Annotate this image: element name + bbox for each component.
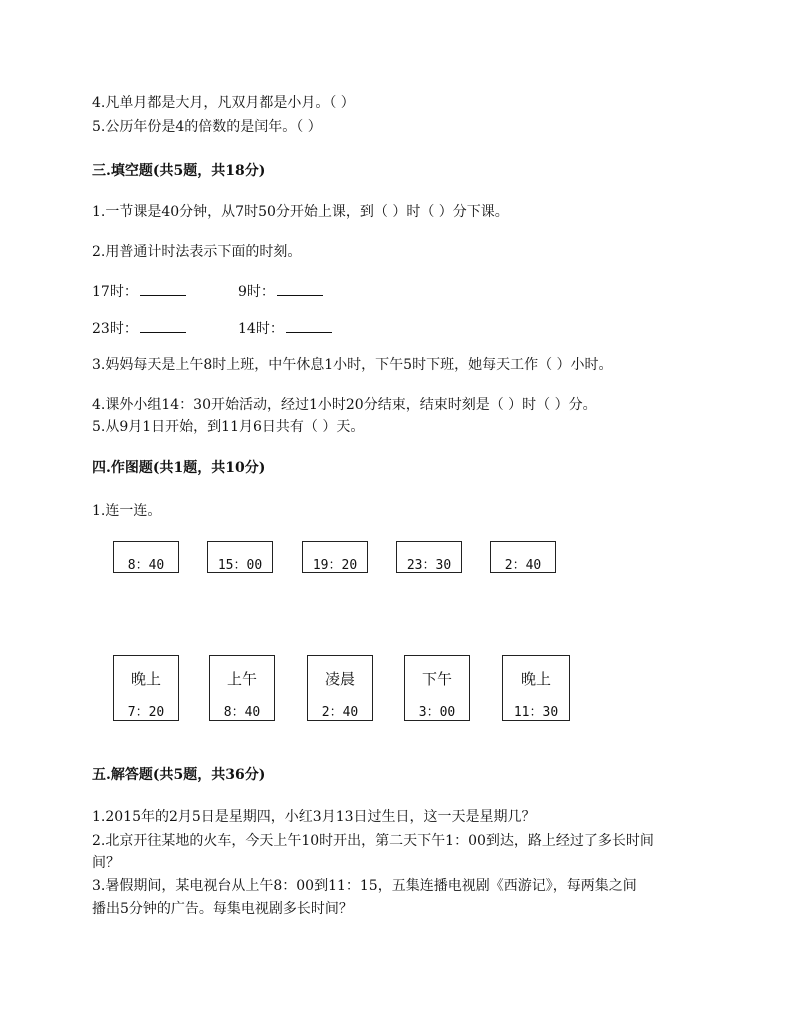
period-label: 晚上 (130, 670, 161, 688)
clock-time: 8：40 (223, 705, 261, 720)
top-time-box-5: 2：40 (490, 541, 556, 573)
period-label: 晚上 (520, 670, 551, 688)
time-label-23: 23时： (92, 321, 138, 337)
solve-question-2-line1: 2.北京开往某地的火车，今天上午10时开出，第二天下午1：00到达，路上经过了多长时间 (92, 833, 654, 849)
answer-blank (277, 281, 323, 296)
time-item-17 (92, 281, 186, 301)
clock-time: 2：40 (321, 705, 359, 720)
time-label-14: 14时： (238, 321, 284, 337)
bottom-time-box-3 (307, 655, 373, 721)
section4-title: 四.作图题(共1题，共10分) (92, 460, 266, 476)
fill-question-3: 3.妈妈每天是上午8时上班，中午休息1小时，下午5时下班，她每天工作（ ）小时。 (92, 357, 613, 373)
time-item-23 (92, 318, 186, 338)
bottom-time-box-1 (113, 655, 179, 721)
time-label-17: 17时： (92, 284, 138, 300)
clock-time: 7：20 (127, 705, 165, 720)
fill-question-5: 5.从9月1日开始，到11月6日共有（ ）天。 (92, 419, 365, 435)
fill-question-2: 2.用普通计时法表示下面的时刻。 (92, 244, 302, 260)
time-label-9: 9时： (238, 284, 275, 300)
section5-title: 五.解答题(共5题，共36分) (92, 767, 266, 783)
period-label: 凌晨 (324, 670, 355, 688)
answer-blank (140, 318, 186, 333)
true-false-item-4: 4.凡单月都是大月，凡双月都是小月。（ ） (92, 95, 355, 111)
time-item-9 (238, 281, 323, 301)
top-time-box-1: 8：40 (113, 541, 179, 573)
time-item-14 (238, 318, 332, 338)
fill-question-1: 1.一节课是40分钟，从7时50分开始上课，到（ ）时（ ）分下课。 (92, 204, 509, 220)
clock-time: 3：00 (418, 705, 456, 720)
fill-question-4: 4.课外小组14：30开始活动，经过1小时20分结束，结束时刻是（ ）时（ ）分。 (92, 397, 597, 413)
top-time-box-3: 19：20 (302, 541, 368, 573)
period-label: 上午 (226, 670, 257, 688)
bottom-time-box-5 (502, 655, 570, 721)
solve-question-1: 1.2015年的2月5日是星期四，小红3月13日过生日，这一天是星期几？ (92, 809, 536, 825)
bottom-time-box-2 (209, 655, 275, 721)
top-time-box-2: 15：00 (207, 541, 273, 573)
drawing-question-1: 1.连一连。 (92, 503, 162, 519)
top-time-box-4: 23：30 (396, 541, 462, 573)
bottom-time-box-4 (404, 655, 470, 721)
solve-question-3-line1: 3.暑假期间，某电视台从上午8：00到11：15，五集连播电视剧《西游记》，每两集之间 (92, 878, 637, 894)
solve-question-3-line2: 播出5分钟的广告。每集电视剧多长时间？ (92, 901, 353, 917)
solve-question-2-line2: 间？ (92, 855, 120, 871)
answer-blank (286, 318, 332, 333)
true-false-item-5: 5.公历年份是4的倍数的是闰年。（ ） (92, 119, 322, 135)
answer-blank (140, 281, 186, 296)
clock-time: 11：30 (513, 705, 559, 720)
period-label: 下午 (421, 670, 452, 688)
section3-title: 三.填空题(共5题，共18分) (92, 163, 266, 179)
